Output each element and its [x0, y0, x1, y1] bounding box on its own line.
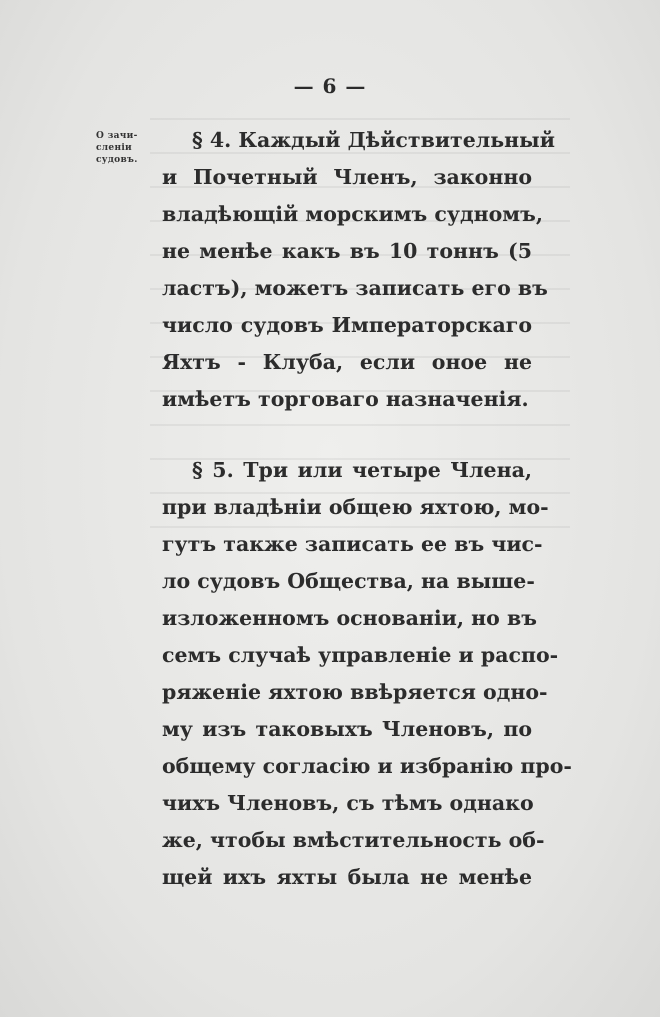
text-line: § 5. Три или четыре Члена, — [192, 458, 532, 482]
margin-note-line: судовъ. — [96, 155, 138, 165]
paragraph-section-5 — [162, 452, 572, 896]
text-line: му изъ таковыхъ Членовъ, по — [162, 717, 532, 741]
text-line: изложенномъ основаніи, но въ — [162, 606, 537, 630]
text-line: гутъ также записать ее въ чис- — [162, 532, 543, 556]
text-line: семъ случаѣ управленіе и распо- — [162, 643, 559, 667]
text-line: число судовъ Императорскаго — [162, 313, 532, 337]
text-line: щей ихъ яхты была не менѣе — [162, 865, 532, 889]
margin-note-line: сленіи — [96, 143, 133, 153]
text-line: при владѣніи общею яхтою, мо- — [162, 495, 549, 519]
margin-note — [96, 130, 160, 166]
text-line: имѣетъ торговаго назначенія. — [162, 387, 529, 411]
text-line: чихъ Членовъ, съ тѣмъ однако — [162, 791, 534, 815]
text-line: владѣющій морскимъ судномъ, — [162, 202, 543, 226]
text-line: общему согласію и избранію про- — [162, 754, 572, 778]
text-line: § 4. Каждый Дѣйствительный — [192, 128, 555, 152]
text-line: ряженіе яхтою ввѣряется одно- — [162, 680, 548, 704]
text-line: ло судовъ Общества, на выше- — [162, 569, 535, 593]
text-line: же, чтобы вмѣстительность об- — [162, 828, 545, 852]
text-line: Яхтъ - Клуба, если оное не — [162, 350, 532, 374]
margin-note-line: О зачи- — [96, 131, 138, 141]
paragraph-section-4 — [162, 122, 555, 418]
text-line: и Почетный Членъ, законно — [162, 165, 532, 189]
page-number: — 6 — — [293, 74, 367, 98]
text-line: ластъ), можетъ записать его въ — [162, 276, 548, 300]
text-line: не менѣе какъ въ 10 тоннъ (5 — [162, 239, 532, 263]
